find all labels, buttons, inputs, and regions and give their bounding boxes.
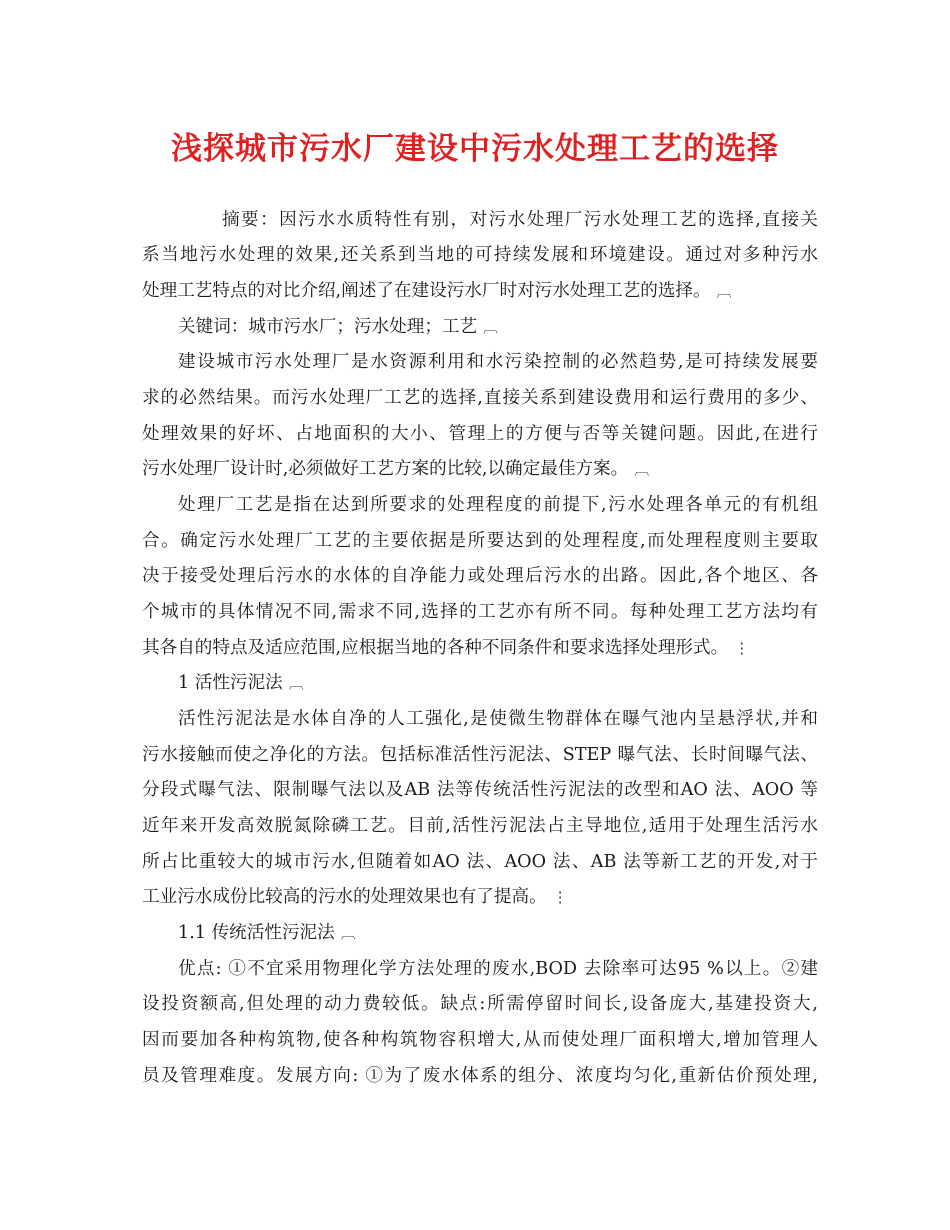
- ellipsis-mark-icon: ⋮: [734, 639, 750, 657]
- para3-line-6-text: 工业污水成份比较高的污水的处理效果也有了提高。: [142, 887, 547, 907]
- para2-line-3: 决于接受处理后污水的水体的自净能力或处理后污水的出路。因此,各个地区、各: [142, 566, 818, 586]
- abstract-line-3: [142, 278, 732, 304]
- para3-line-6: [142, 884, 568, 910]
- para4-line-3: 因而要加各种构筑物,使各种构筑物容积增大,从而使处理厂面积增大,增加管理人: [142, 1030, 818, 1050]
- para4-line-1: 优点: ①不宜采用物理化学方法处理的废水,BOD 去除率可达95 %以上。②建: [178, 959, 818, 979]
- section-heading-1: [178, 670, 304, 696]
- para4-line-4: 员及管理难度。发展方向: ①为了废水体系的组分、浓度均匀化,重新估价预处理,: [142, 1066, 818, 1086]
- section-heading-1-text: 1 活性污泥法: [178, 673, 283, 693]
- para1-line-4: [142, 456, 649, 482]
- paragraph-mark-icon: ︹: [340, 924, 356, 942]
- document-title: 浅探城市污水厂建设中污水处理工艺的选择: [171, 131, 779, 167]
- para2-line-4: 个城市的具体情况不同,需求不同,选择的工艺亦有所不同。每种处理工艺方法均有: [142, 602, 818, 622]
- paragraph-mark-icon: ︹: [716, 282, 732, 300]
- ellipsis-mark-icon: ⋮: [552, 888, 568, 906]
- para2-line-2: 合。确定污水处理厂工艺的主要依据是所要达到的处理程度,而处理程度则主要取: [142, 531, 818, 551]
- para3-line-4: 近年来开发高效脱氮除磷工艺。目前,活性污泥法占主导地位,适用于处理生活污水: [142, 816, 818, 836]
- abstract-line-3-text: 处理工艺特点的对比介绍,阐述了在建设污水厂时对污水处理工艺的选择。: [142, 281, 711, 301]
- paragraph-mark-icon: ︹: [634, 460, 650, 478]
- paragraph-mark-icon: ︹: [483, 318, 499, 336]
- para2-line-5-text: 其各自的特点及适应范围,应根据当地的各种不同条件和要求选择处理形式。: [142, 638, 729, 658]
- section-heading-1-1: [178, 920, 356, 946]
- para1-line-3: 处理效果的好坏、占地面积的大小、管理上的方便与否等关键问题。因此,在进行: [142, 424, 818, 444]
- section-heading-1-1-text: 1.1 传统活性污泥法: [178, 923, 335, 943]
- keywords-text: 关键词：城市污水厂；污水处理；工艺: [178, 317, 478, 337]
- para1-line-1: 建设城市污水处理厂是水资源利用和水污染控制的必然趋势,是可持续发展要: [178, 352, 818, 372]
- para3-line-5: 所占比重较大的城市污水,但随着如AO 法、AOO 法、AB 法等新工艺的开发,对于: [142, 852, 818, 872]
- abstract-line-1: 摘要：因污水水质特性有别，对污水处理厂污水处理工艺的选择,直接关: [222, 210, 818, 230]
- paragraph-mark-icon: ︹: [288, 674, 304, 692]
- para1-line-2: 求的必然结果。而污水处理厂工艺的选择,直接关系到建设费用和运行费用的多少、: [142, 388, 818, 408]
- para2-line-1: 处理厂工艺是指在达到所要求的处理程度的前提下,污水处理各单元的有机组: [178, 495, 818, 515]
- para2-line-5: [142, 635, 749, 661]
- para1-line-4-text: 污水处理厂设计时,必须做好工艺方案的比较,以确定最佳方案。: [142, 459, 629, 479]
- abstract-line-2: 系当地污水处理的效果,还关系到当地的可持续发展和环境建设。通过对多种污水: [142, 245, 818, 265]
- para3-line-3: 分段式曝气法、限制曝气法以及AB 法等传统活性污泥法的改型和AO 法、AOO 等: [142, 780, 818, 800]
- para3-line-2: 污水接触而使之净化的方法。包括标准活性污泥法、STEP 曝气法、长时间曝气法、: [142, 745, 818, 765]
- keywords-line: [178, 314, 498, 340]
- para3-line-1: 活性污泥法是水体自净的人工强化,是使微生物群体在曝气池内呈悬浮状,并和: [178, 709, 818, 729]
- para4-line-2: 设投资额高,但处理的动力费较低。缺点:所需停留时间长,设备庞大,基建投资大,: [142, 994, 818, 1014]
